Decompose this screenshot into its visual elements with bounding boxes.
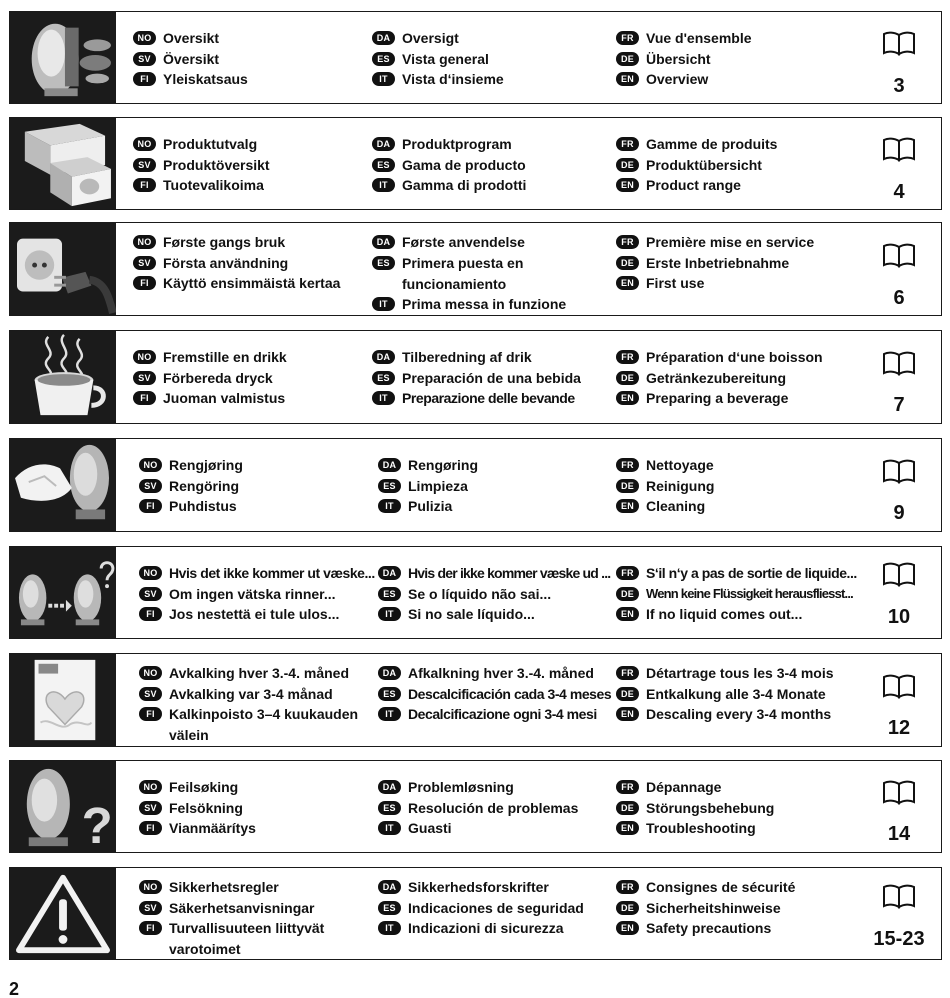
entry-fr-label: Gamme de produits (646, 136, 778, 152)
entry-it (378, 604, 535, 625)
entry-de-label: Sicherheitshinweise (646, 900, 781, 916)
entry-en-label: If no liquid comes out... (646, 606, 803, 622)
badge-en: EN (616, 821, 639, 835)
badge-fi: FI (139, 921, 162, 935)
entry-en (616, 175, 741, 196)
badge-no: NO (139, 880, 162, 894)
page-number-product-range[interactable]: 4 (893, 181, 905, 203)
entry-fr (616, 28, 752, 49)
entry-de (616, 898, 781, 919)
entry-no-label: Hvis det ikke kommer ut væske... (169, 565, 375, 581)
badge-fi: FI (139, 821, 162, 835)
entry-da-label: Tilberedning af drik (402, 349, 532, 365)
badge-de: DE (616, 901, 639, 915)
entry-en-label: Overview (646, 71, 709, 87)
entry-de (616, 253, 789, 274)
entry-da (378, 777, 514, 798)
toc-row-no-liquid[interactable] (9, 546, 942, 639)
entry-da-label: Rengøring (408, 457, 478, 473)
badge-sv: SV (139, 687, 162, 701)
toc-row-descaling[interactable] (9, 653, 942, 747)
troubleshooting-machine-image (10, 761, 116, 852)
entry-no-label: Feilsøking (169, 779, 239, 795)
badge-fr: FR (616, 458, 639, 472)
badge-fr: FR (616, 31, 639, 45)
entry-it-label: Pulizia (408, 498, 453, 514)
entry-es-label: Preparación de una bebida (402, 370, 581, 386)
svg-text:?: ? (81, 797, 113, 852)
entry-sv-label: Avkalking var 3-4 månad (169, 686, 333, 702)
badge-sv: SV (133, 52, 156, 66)
badge-fi: FI (133, 178, 156, 192)
entry-en (616, 273, 704, 294)
entry-sv (139, 684, 333, 705)
entry-da-label: Problemløsning (408, 779, 514, 795)
entry-es-label: Limpieza (408, 478, 468, 494)
badge-no: NO (133, 31, 156, 45)
badge-sv: SV (133, 256, 156, 270)
entry-sv (133, 253, 288, 274)
badge-it: IT (378, 607, 401, 621)
toc-row-safety[interactable] (9, 867, 942, 960)
entry-en (616, 818, 756, 839)
entry-en-label: Safety precautions (646, 920, 772, 936)
entry-it-label: Gamma di prodotti (402, 177, 527, 193)
badge-de: DE (616, 256, 639, 270)
entry-fi-label: Yleiskatsaus (163, 71, 248, 87)
entry-it (372, 294, 566, 315)
entry-de (616, 684, 826, 705)
entry-fr-label: S‘il n‘y a pas de sortie de liquide... (646, 565, 857, 581)
entry-fr (616, 134, 777, 155)
entry-es (378, 684, 611, 705)
entry-de-label: Störungsbehebung (646, 800, 775, 816)
entry-fi-label: Vianmäärítys (169, 820, 256, 836)
badge-es: ES (372, 371, 395, 385)
entry-it (378, 496, 452, 517)
entry-no-label: Avkalking hver 3.-4. måned (169, 665, 349, 681)
badge-en: EN (616, 499, 639, 513)
entry-es (378, 898, 584, 919)
entry-da-label: Sikkerhedsforskrifter (408, 879, 549, 895)
entry-es-label: Se o líquido não sai... (408, 586, 552, 602)
entry-de-label: Produktübersicht (646, 157, 762, 173)
entry-fi (139, 704, 379, 745)
book-icon (882, 350, 916, 376)
entry-en (616, 388, 788, 409)
badge-it: IT (378, 821, 401, 835)
badge-it: IT (378, 921, 401, 935)
badge-fr: FR (616, 666, 639, 680)
entry-en (616, 496, 705, 517)
badge-sv: SV (139, 479, 162, 493)
entry-fr (616, 777, 721, 798)
entry-de (616, 49, 711, 70)
entry-it (378, 704, 597, 725)
entry-sv-label: Förbereda dryck (163, 370, 273, 386)
badge-sv: SV (139, 587, 162, 601)
book-icon (882, 561, 916, 587)
entry-es-label: Resolución de problemas (408, 800, 579, 816)
entry-no-label: Fremstille en drikk (163, 349, 287, 365)
entry-it-label: Decalcificazione ogni 3-4 mesi (408, 706, 597, 722)
badge-fr: FR (616, 235, 639, 249)
cleaning-machine-image (10, 439, 116, 531)
badge-es: ES (372, 52, 395, 66)
entry-fi-label: Juoman valmistus (163, 390, 286, 406)
entry-sv (139, 476, 239, 497)
entry-es-label: Gama de producto (402, 157, 526, 173)
entry-sv (139, 584, 336, 605)
entry-en-label: Cleaning (646, 498, 706, 514)
badge-fi: FI (133, 276, 156, 290)
entry-it (372, 175, 526, 196)
page-number-overview[interactable]: 3 (893, 75, 905, 97)
entry-fr-label: Consignes de sécurité (646, 879, 796, 895)
badge-da: DA (372, 350, 395, 364)
badge-it: IT (372, 72, 395, 86)
entry-no (139, 663, 349, 684)
entry-da-label: Produktprogram (402, 136, 512, 152)
book-icon (882, 779, 916, 805)
badge-da: DA (372, 31, 395, 45)
entry-no (139, 777, 238, 798)
descaling-pack-image (10, 654, 116, 746)
entry-sv-label: Första användning (163, 255, 289, 271)
entry-en-label: Product range (646, 177, 741, 193)
entry-fi (139, 918, 379, 959)
entry-fi (139, 818, 256, 839)
badge-it: IT (372, 297, 395, 311)
book-icon (882, 30, 916, 56)
entry-de (616, 798, 774, 819)
entry-sv-label: Produktöversikt (163, 157, 270, 173)
badge-no: NO (139, 566, 162, 580)
entry-no (133, 347, 287, 368)
badge-en: EN (616, 391, 639, 405)
badge-de: DE (616, 587, 639, 601)
entry-da (372, 232, 525, 253)
badge-en: EN (616, 707, 639, 721)
badge-it: IT (378, 707, 401, 721)
page-number-first-use[interactable]: 6 (893, 287, 905, 309)
entry-da-label: Hvis der ikke kommer væske ud ... (408, 565, 611, 581)
entry-fr-label: Nettoyage (646, 457, 714, 473)
badge-fr: FR (616, 350, 639, 364)
badge-da: DA (378, 566, 401, 580)
badge-sv: SV (133, 371, 156, 385)
badge-en: EN (616, 178, 639, 192)
entry-da (378, 663, 594, 684)
page-number: 2 (9, 979, 20, 998)
entry-fi-label: Puhdistus (169, 498, 237, 514)
entry-it (372, 388, 575, 409)
badge-it: IT (372, 391, 395, 405)
entry-da-label: Første anvendelse (402, 234, 525, 250)
entry-da (378, 455, 478, 476)
badge-fr: FR (616, 780, 639, 794)
toc-row-product-range[interactable] (9, 117, 942, 210)
entry-fi (139, 496, 237, 517)
entry-es (378, 584, 551, 605)
badge-sv: SV (133, 158, 156, 172)
badge-it: IT (378, 499, 401, 513)
badge-fi: FI (139, 499, 162, 513)
product-range-boxes-image (10, 118, 116, 209)
entry-sv-label: Säkerhetsanvisningar (169, 900, 315, 916)
entry-fi (133, 273, 340, 294)
entry-no (139, 563, 375, 584)
entry-da (372, 347, 532, 368)
entry-sv (139, 898, 315, 919)
no-liquid-machines-image (10, 547, 116, 638)
entry-fr-label: Première mise en service (646, 234, 815, 250)
entry-es-label: Primera puesta en funcionamiento (402, 255, 524, 292)
entry-de (616, 476, 714, 497)
badge-en: EN (616, 607, 639, 621)
entry-es (372, 49, 489, 70)
entry-it-label: Si no sale líquido... (408, 606, 535, 622)
badge-da: DA (378, 880, 401, 894)
entry-sv-label: Felsökning (169, 800, 243, 816)
entry-fi (139, 604, 339, 625)
page-number-troubleshooting[interactable]: 14 (887, 823, 911, 845)
entry-it (372, 69, 504, 90)
entry-it-label: Vista d‘insieme (402, 71, 504, 87)
entry-it (378, 818, 452, 839)
entry-no (139, 877, 279, 898)
entry-da (378, 563, 610, 584)
badge-de: DE (616, 801, 639, 815)
entry-da (372, 28, 459, 49)
page-number-preparing-beverage[interactable]: 7 (893, 394, 905, 416)
entry-de-label: Getränkezubereitung (646, 370, 787, 386)
entry-sv-label: Om ingen vätska rinner... (169, 586, 336, 602)
entry-en-label: Preparing a beverage (646, 390, 789, 406)
first-use-plug-image (10, 223, 116, 315)
toc-row-troubleshooting[interactable] (9, 760, 942, 853)
badge-es: ES (372, 256, 395, 270)
page-number-descaling[interactable]: 12 (887, 717, 911, 739)
entry-fi-label: Käyttö ensimmäistä kertaa (163, 275, 341, 291)
entry-it-label: Indicazioni di sicurezza (408, 920, 564, 936)
entry-no (133, 232, 285, 253)
badge-da: DA (378, 780, 401, 794)
book-icon (882, 883, 916, 909)
badge-sv: SV (139, 901, 162, 915)
entry-fr (616, 347, 823, 368)
entry-de (616, 368, 786, 389)
entry-fr (616, 663, 834, 684)
entry-sv-label: Översikt (163, 51, 220, 67)
entry-de-label: Entkalkung alle 3-4 Monate (646, 686, 826, 702)
entry-es (372, 253, 612, 294)
badge-es: ES (378, 479, 401, 493)
entry-en (616, 704, 831, 725)
entry-fr-label: Détartrage tous les 3-4 mois (646, 665, 834, 681)
entry-fr (616, 877, 795, 898)
entry-no (139, 455, 243, 476)
badge-fr: FR (616, 566, 639, 580)
entry-en-label: Troubleshooting (646, 820, 756, 836)
page-number-cleaning[interactable]: 9 (893, 502, 905, 524)
badge-fr: FR (616, 137, 639, 151)
entry-de-label: Übersicht (646, 51, 711, 67)
overview-machine-image (10, 12, 116, 103)
entry-de-label: Wenn keine Flüssigkeit herausfliesst... (646, 586, 853, 601)
badge-es: ES (378, 687, 401, 701)
badge-fi: FI (139, 607, 162, 621)
toc-row-first-use[interactable] (9, 222, 942, 316)
entry-fi (133, 69, 248, 90)
entry-fi-label: Tuotevalikoima (163, 177, 264, 193)
badge-fr: FR (616, 880, 639, 894)
entry-de-label: Reinigung (646, 478, 715, 494)
entry-de (616, 584, 853, 605)
entry-es-label: Vista general (402, 51, 489, 67)
entry-sv-label: Rengöring (169, 478, 239, 494)
badge-es: ES (378, 901, 401, 915)
entry-de-label: Erste Inbetriebnahme (646, 255, 790, 271)
badge-da: DA (378, 458, 401, 472)
entry-fi (133, 388, 285, 409)
entry-fr (616, 563, 857, 584)
entry-es (378, 476, 468, 497)
entry-en (616, 918, 771, 939)
entry-fi-label: Jos nestettä ei tule ulos... (169, 606, 340, 622)
badge-en: EN (616, 921, 639, 935)
entry-es-label: Descalcificación cada 3-4 meses (408, 686, 612, 702)
badge-no: NO (133, 235, 156, 249)
badge-de: DE (616, 52, 639, 66)
entry-fr-label: Dépannage (646, 779, 722, 795)
entry-da (372, 134, 512, 155)
badge-da: DA (372, 137, 395, 151)
book-icon (882, 242, 916, 268)
entry-fr (616, 455, 714, 476)
badge-da: DA (372, 235, 395, 249)
entry-es (378, 798, 578, 819)
entry-it-label: Preparazione delle bevande (402, 390, 575, 406)
toc-row-overview[interactable] (9, 11, 942, 104)
badge-fi: FI (133, 72, 156, 86)
entry-en-label: First use (646, 275, 705, 291)
entry-fr (616, 232, 814, 253)
entry-no (133, 28, 219, 49)
entry-da (378, 877, 549, 898)
entry-sv (133, 155, 270, 176)
page-number-no-liquid[interactable]: 10 (887, 606, 911, 628)
entry-da-label: Oversigt (402, 30, 459, 46)
badge-es: ES (378, 801, 401, 815)
badge-fi: FI (133, 391, 156, 405)
entry-no-label: Produktutvalg (163, 136, 258, 152)
badge-de: DE (616, 158, 639, 172)
book-icon (882, 458, 916, 484)
book-icon (882, 673, 916, 699)
entry-no-label: Rengjøring (169, 457, 243, 473)
entry-it-label: Guasti (408, 820, 452, 836)
badge-es: ES (372, 158, 395, 172)
entry-en (616, 604, 802, 625)
entry-en (616, 69, 708, 90)
page-number-safety[interactable]: 15-23 (873, 928, 925, 950)
entry-it-label: Prima messa in funzione (402, 296, 567, 312)
badge-sv: SV (139, 801, 162, 815)
badge-es: ES (378, 587, 401, 601)
entry-it (378, 918, 564, 939)
entry-es (372, 155, 526, 176)
entry-es (372, 368, 581, 389)
badge-it: IT (372, 178, 395, 192)
entry-no (133, 134, 257, 155)
entry-da-label: Afkalkning hver 3.-4. måned (408, 665, 594, 681)
entry-es-label: Indicaciones de seguridad (408, 900, 584, 916)
entry-fi (133, 175, 264, 196)
badge-de: DE (616, 371, 639, 385)
entry-sv (133, 49, 219, 70)
badge-de: DE (616, 479, 639, 493)
badge-no: NO (139, 780, 162, 794)
badge-da: DA (378, 666, 401, 680)
badge-no: NO (139, 458, 162, 472)
entry-fr-label: Préparation d‘une boisson (646, 349, 823, 365)
badge-fi: FI (139, 707, 162, 721)
badge-no: NO (139, 666, 162, 680)
entry-no-label: Sikkerhetsregler (169, 879, 279, 895)
badge-no: NO (133, 137, 156, 151)
entry-no-label: Oversikt (163, 30, 220, 46)
toc-row-cleaning[interactable] (9, 438, 942, 532)
entry-fi-label: Turvallisuuteen liittyvät varotoimet (169, 920, 325, 957)
safety-warning-image (10, 868, 116, 959)
book-icon (882, 136, 916, 162)
badge-de: DE (616, 687, 639, 701)
entry-fi-label: Kalkinpoisto 3–4 kuukauden välein (169, 706, 359, 743)
toc-row-preparing-beverage[interactable] (9, 330, 942, 424)
entry-de (616, 155, 762, 176)
entry-sv (139, 798, 243, 819)
beverage-cup-image (10, 331, 116, 423)
entry-en-label: Descaling every 3-4 months (646, 706, 832, 722)
entry-sv (133, 368, 273, 389)
entry-fr-label: Vue d'ensemble (646, 30, 752, 46)
entry-no-label: Første gangs bruk (163, 234, 286, 250)
badge-no: NO (133, 350, 156, 364)
badge-en: EN (616, 276, 639, 290)
badge-en: EN (616, 72, 639, 86)
